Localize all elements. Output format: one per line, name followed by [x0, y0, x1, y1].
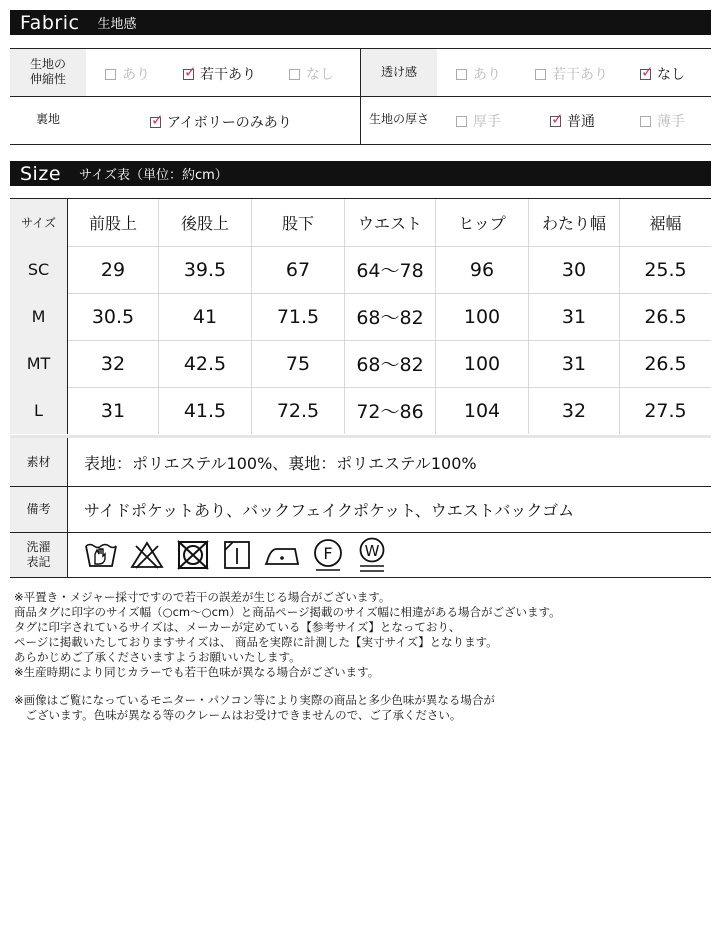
size-value-cell: 68〜82 — [345, 340, 436, 387]
size-value-cell: 31 — [68, 387, 159, 434]
size-header-cell: 裾幅 — [649, 214, 682, 233]
no-tumble-dry-icon — [176, 540, 210, 570]
sheer-option-none: ✓ なし — [641, 62, 685, 83]
size-header-cell: 股下 — [252, 199, 345, 246]
size-label-cell: L — [10, 387, 68, 434]
size-label-cell: M — [10, 293, 68, 340]
material-label: 素材 — [10, 438, 68, 486]
care-label: 洗濯 表記 — [10, 533, 68, 577]
thickness-option-thick: 厚手 — [456, 111, 501, 131]
size-value-cell: 25.5 — [644, 258, 687, 281]
size-header-cell: ヒップ — [436, 199, 529, 246]
size-value-cell: 32 — [529, 387, 620, 434]
lining-label: 裏地 — [35, 112, 60, 126]
checkbox-icon — [289, 69, 300, 80]
hand-wash-icon — [84, 540, 118, 570]
size-value-cell: 96 — [436, 246, 529, 293]
remarks-value: サイドポケットあり、バックフェイクポケット、ウエストバックゴム — [84, 501, 575, 520]
size-value-cell: 75 — [252, 340, 345, 387]
dry-clean-f-icon — [312, 538, 344, 572]
iron-low-icon — [264, 540, 300, 570]
checked-checkbox-icon: ✓ — [184, 62, 197, 81]
size-table — [10, 198, 711, 423]
thickness-label: 生地の厚さ — [368, 112, 429, 126]
fabric-title: Fabric — [20, 11, 80, 34]
checked-checkbox-icon: ✓ — [551, 109, 564, 128]
size-subtitle: サイズ表（単位：約cm） — [79, 168, 228, 183]
size-value-cell: 26.5 — [644, 352, 687, 375]
sheer-label: 透け感 — [380, 65, 417, 79]
size-header-row — [10, 199, 711, 246]
size-header-cell: 後股上 — [159, 199, 252, 246]
size-value-cell: 31 — [529, 293, 620, 340]
size-section-header — [10, 161, 711, 186]
size-header-cell: ウエスト — [345, 199, 436, 246]
checkbox-icon — [640, 116, 651, 127]
checked-checkbox-icon: ✓ — [641, 62, 654, 81]
care-icons — [68, 533, 711, 577]
size-value-cell: 72.5 — [252, 387, 345, 434]
size-value-cell: 100 — [436, 293, 529, 340]
material-value: 表地：ポリエステル100%、裏地：ポリエステル100% — [84, 453, 477, 473]
remarks-label: 備考 — [10, 487, 68, 532]
fabric-subtitle: 生地感 — [97, 17, 137, 32]
checkbox-icon — [535, 69, 546, 80]
size-value-cell: 32 — [68, 340, 159, 387]
stretch-option-slight: ✓ 若干あり — [184, 62, 256, 83]
size-value-cell: 68〜82 — [345, 293, 436, 340]
stretch-option-none: なし — [289, 64, 334, 84]
checked-checkbox-icon: ✓ — [151, 110, 164, 129]
size-header-cell: わたり幅 — [529, 199, 620, 246]
sheer-option-slight: 若干あり — [535, 64, 608, 84]
thickness-option-normal: ✓ 普通 — [551, 109, 595, 130]
size-row — [10, 387, 711, 434]
notes-block-1: ※平置き・メジャー採寸ですので若干の誤差が生じる場合がございます。 商品タグに印字のサイズ幅（○cm〜○cm）と商品ページ掲載のサイズ幅に相違がある場合がございます。 タグに印字されているサイズは、メーカーが定めている【参考サイズ】となっており、 ページに掲載いたしておりますサイズは、 商品を実際に計測した【実寸サイズ】となります。 あらかじめご了承くださいますようお願いいたします。 ※生産時期により同じカラーでも若干色味が異なる場合がございます。 — [14, 590, 561, 679]
size-value-cell: 39.5 — [159, 246, 252, 293]
size-title: Size — [20, 162, 62, 185]
size-label-cell: SC — [10, 246, 68, 293]
svg-text:W: W — [364, 542, 380, 560]
checkbox-icon — [105, 69, 116, 80]
size-label-cell: MT — [10, 340, 68, 387]
size-value-cell: 64〜78 — [345, 246, 436, 293]
size-value-cell: 100 — [436, 340, 529, 387]
size-row — [10, 340, 711, 387]
size-value-cell: 71.5 — [252, 293, 345, 340]
size-row — [10, 246, 711, 293]
stretch-option-yes: あり — [105, 64, 150, 84]
size-value-cell: 104 — [436, 387, 529, 434]
line-dry-shade-icon — [222, 540, 252, 570]
sheer-option-yes: あり — [456, 64, 501, 84]
checkbox-icon — [456, 116, 467, 127]
care-row — [10, 533, 711, 577]
fabric-section-header — [10, 10, 711, 35]
notes-block-2: ※画像はご覧になっているモニター・パソコン等により実際の商品と多少色味が異なる場合が ございます。色味が異なる等のクレームはお受けできませんので、ご了承ください。 — [14, 693, 495, 722]
material-row — [10, 438, 711, 486]
size-value-cell: 31 — [529, 340, 620, 387]
size-row — [10, 293, 711, 340]
svg-text:F: F — [323, 544, 333, 563]
stretch-label: 生地の 伸縮性 — [29, 57, 66, 86]
no-bleach-icon — [130, 540, 164, 570]
checkbox-icon — [456, 69, 467, 80]
size-value-cell: 30.5 — [68, 293, 159, 340]
thickness-option-thin: 薄手 — [640, 111, 685, 131]
size-value-cell: 30 — [529, 246, 620, 293]
wet-clean-w-icon — [356, 537, 388, 573]
fabric-table — [10, 48, 711, 145]
size-header-cell: サイズ — [10, 199, 68, 246]
size-value-cell: 26.5 — [644, 305, 687, 328]
lining-option: ✓ アイボリーのみあり — [151, 110, 292, 131]
size-value-cell: 72〜86 — [345, 387, 436, 434]
size-value-cell: 42.5 — [159, 340, 252, 387]
size-value-cell: 41 — [159, 293, 252, 340]
size-value-cell: 41.5 — [159, 387, 252, 434]
size-value-cell: 29 — [68, 246, 159, 293]
size-value-cell: 27.5 — [644, 399, 687, 422]
size-header-cell: 前股上 — [68, 199, 159, 246]
remarks-row — [10, 487, 711, 532]
size-value-cell: 67 — [252, 246, 345, 293]
